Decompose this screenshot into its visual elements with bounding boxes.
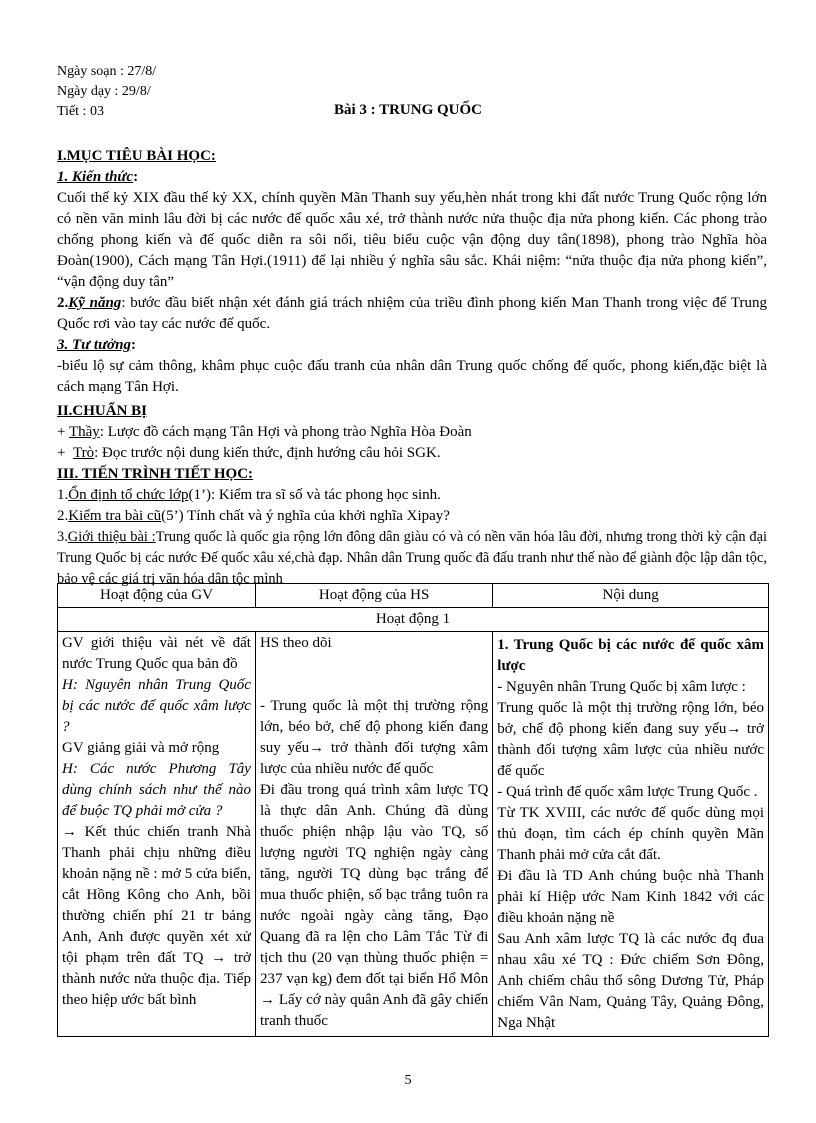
content-line: Đi đầu là TD Anh chúng buộc nhà Thanh phải kí Hiệp ước Nam Kinh 1842 với các điều khoản nặng nề <box>497 868 764 926</box>
lesson-title: Bài 3 : TRUNG QUỐC <box>333 102 483 118</box>
lesson-body: I.MỤC TIÊU BÀI HỌC: 1. Kiến thức: Cuối thế kỷ XIX đầu thế kỷ XX, chính quyền Mãn Thanh suy yếu,hèn nhát trong khi đất nước Trung Quốc rộng lớn có nền văn minh lâu đời bị các nước đế quốc xâu xé, trở thành nước nửa thuộc địa nửa phong kiến. Các phong trào chống phong kiến và đế quốc diễn ra sôi nổi, tiêu biểu cuộc vận động duy tân(1898), phong trào Nghĩa hòa Đoàn(1900), Cách mạng Tân Hợi.(1911) để lại nhiều ý nghĩa sâu sắc. Khái niệm: “nửa thuộc địa nửa phong kiến”, “vận động duy tân” 2.Kỹ năng: bước đầu biết nhận xét đánh giá trách nhiệm của triều đình phong kiến Man Thanh trong việc để Trung Quốc rơi vào tay các nước đế quốc. 3. Tư tưởng: -biểu lộ sự cảm thông, khâm phục cuộc đấu tranh của nhân dân Trung quốc chống đế quốc, phong kiến,đặc biệt là cách mạng Tân Hợi. II.CHUẨN BỊ + Thầy: Lược đồ cách mạng Tân Hợi và phong trào Nghĩa Hòa Đoàn + Trò: Đọc trước nội dung kiến thức, định hướng câu hỏi SGK. III. TIẾN TRÌNH TIẾT HỌC: 1.Ổn định tổ chức lớp(1’): Kiểm tra sĩ số và tác phong học sinh. 2.Kiểm tra bài cũ(5’) Tính chất và ý nghĩa của khởi nghĩa Xipay? 3.Giới thiệu bài :Trung quốc là quốc gia rộng lớn đông dân giàu có và có nền văn hóa lâu đời, nhưng trong thời kỳ cận đại Trung Quốc bị các nước Đế quốc xâu xé,chà đạp. Nhân dân Trung quốc đã đấu tranh như thế nào để giành độc lập dân tộc, bảo vệ các giá trị văn hóa dân tộc mình <box>57 148 767 587</box>
hs-line: HS theo dõi <box>259 635 332 651</box>
step1-text: (1’): Kiểm tra sĩ số và tác phong học sinh. <box>188 487 441 503</box>
table-header-row <box>58 584 769 608</box>
gv-line: GV giảng giải và mở rộng <box>62 740 220 756</box>
teacher-text: : Lược đồ cách mạng Tân Hợi và phong trào Nghĩa Hòa Đoàn <box>99 424 472 440</box>
content-line: Trung quốc là một thị trường rộng lớn, béo bở, chế độ phong kiến đang suy yếu→ trở thành đối tượng xâm lược của nhiều nước đế quốc <box>497 700 764 779</box>
hs-line: Đi đầu trong quá trình xâm lược TQ là thực dân Anh. Chúng đã dùng thuốc phiện nhập lậu vào TQ, số lượng người TQ nghiện ngày càng tăng, người TQ dùng bạc trắng để mua thuốc phiện, số bạc trắng tuôn ra nước ngoài ngày càng tăng, Đạo Quang đã ra lện cho Lâm Tắc Từ đi tịch thu (20 vạn thùng thuốc phiện = 237 vạn kg) đem đốt tại biển Hổ Môn → Lấy cớ này quân Anh đã gây chiến tranh thuốc <box>259 782 489 1029</box>
knowledge-text: Cuối thế kỷ XIX đầu thế kỷ XX, chính quyền Mãn Thanh suy yếu,hèn nhát trong khi đất nước Trung Quốc rộng lớn có nền văn minh lâu đời bị các nước đế quốc xâu xé, trở thành nước nửa thuộc địa nửa phong kiến. Các phong trào chống phong kiến và đế quốc diễn ra sôi nổi, tiêu biểu cuộc vận động duy tân(1898), phong trào Nghĩa hòa Đoàn(1900), Cách mạng Tân Hợi.(1911) để lại nhiều ý nghĩa sâu sắc. Khái niệm: “nửa thuộc địa nửa phong kiến”, “vận động duy tân” <box>57 190 767 290</box>
col-header-hs: Hoạt động của HS <box>255 584 492 608</box>
content-line: - Nguyên nhân Trung Quốc bị xâm lược : <box>497 679 746 695</box>
activity-label: Hoạt động 1 <box>58 608 769 632</box>
step3-text: Trung quốc là quốc gia rộng lớn đông dân giàu có và có nền văn hóa lâu đời, nhưng trong thời kỳ cận đại Trung Quốc bị các nước Đế quốc xâu xé,chà đạp. Nhân dân Trung quốc đã đấu tranh như thế nào để giành độc lập dân tộc, bảo vệ các giá trị văn hóa dân tộc mình <box>57 529 767 587</box>
gv-question: H: Nguyên nhân Trung Quốc bị các nước đế quốc xâm lược ? <box>62 677 251 735</box>
gv-cell <box>58 632 256 1037</box>
gv-line: → Kết thúc chiến tranh Nhà Thanh phải chịu những điều khoản nặng nề : mở 5 cửa biển, cắt Hồng Kông cho Anh, bồi thường chiến phí 21 tr bảng Anh, Anh được quyền xét xử tội phạm trên đất TQ → trở thành nước nửa thuộc địa. Tiếp theo hiệp ước bất bình <box>62 824 251 1008</box>
hs-cell <box>255 632 492 1037</box>
teacher-label: Thầy <box>68 424 100 440</box>
step3-label: Giới thiệu bài : <box>67 529 156 545</box>
step2-label: Kiểm tra bài cũ <box>68 508 162 524</box>
gv-line: GV giới thiệu vài nét về đất nước Trung Quốc qua bản đồ <box>62 635 251 672</box>
prep-heading: II.CHUẨN BỊ <box>57 403 148 419</box>
skills-text: : bước đầu biết nhận xét đánh giá trách nhiệm của triều đình phong kiến Man Thanh trong việc để Trung Quốc rơi vào tay các nước đế quốc. <box>57 295 767 332</box>
page-number: 5 <box>404 1073 412 1088</box>
hs-line: - Trung quốc là một thị trường rộng lớn, béo bở, chế độ phong kiến đang suy yếu→ trở thành đối tượng xâm lược của nhiều nước đế quốc <box>259 698 489 777</box>
content-line: Sau Anh xâm lược TQ là các nước đq đua nhau xâu xé TQ : Đức chiếm Sơn Đông, Anh chiếm châu thổ sông Dương Tử, Pháp chiếm Vân Nam, Quảng Tây, Quảng Đông, Nga Nhật <box>497 931 764 1031</box>
attitude-text: -biểu lộ sự cảm thông, khâm phục cuộc đấu tranh của nhân dân Trung quốc chống đế quốc, phong kiến,đặc biệt là cách mạng Tân Hợi. <box>57 358 767 395</box>
teach-date: Ngày dạy : 29/8/ <box>57 84 151 99</box>
student-text: : Đọc trước nội dung kiến thức, định hướng câu hỏi SGK. <box>94 445 441 461</box>
period: Tiết : 03 <box>57 104 104 119</box>
knowledge-label: 1. Kiến thức <box>57 169 134 185</box>
col-header-gv: Hoạt động của GV <box>58 584 256 608</box>
skills-number: 2. <box>57 295 69 311</box>
attitude-label: 3. Tư tưởng <box>57 337 131 353</box>
activity-row <box>58 608 769 632</box>
step2-text: (5’) Tính chất và ý nghĩa của khởi nghĩa Xipay? <box>161 508 450 524</box>
content-heading: 1. Trung Quốc bị các nước đế quốc xâm lược <box>497 637 764 674</box>
student-label: Trò <box>72 445 95 461</box>
process-heading: III. TIẾN TRÌNH TIẾT HỌC: <box>57 466 254 482</box>
content-line: Từ TK XVIII, các nước đế quốc dùng mọi thủ đoạn, tìm cách ép chính quyền Mãn Thanh phải mở cửa cắt đất. <box>497 805 764 863</box>
objectives-heading: I.MỤC TIÊU BÀI HỌC: <box>57 148 216 164</box>
table-row <box>58 632 769 1037</box>
content-line: - Quá trình đế quốc xâm lược Trung Quốc . <box>497 784 758 800</box>
step1-label: Ổn định tổ chức lớp <box>68 487 189 503</box>
content-cell <box>493 632 769 1037</box>
gv-question: H: Các nước Phương Tây dùng chính sách như thế nào để buộc TQ phải mở cửa ? <box>62 761 251 819</box>
col-header-content: Nội dung <box>493 584 769 608</box>
activity-table <box>57 583 769 1037</box>
skills-label: Kỹ năng <box>68 295 122 311</box>
prep-date: Ngày soạn : 27/8/ <box>57 64 157 79</box>
